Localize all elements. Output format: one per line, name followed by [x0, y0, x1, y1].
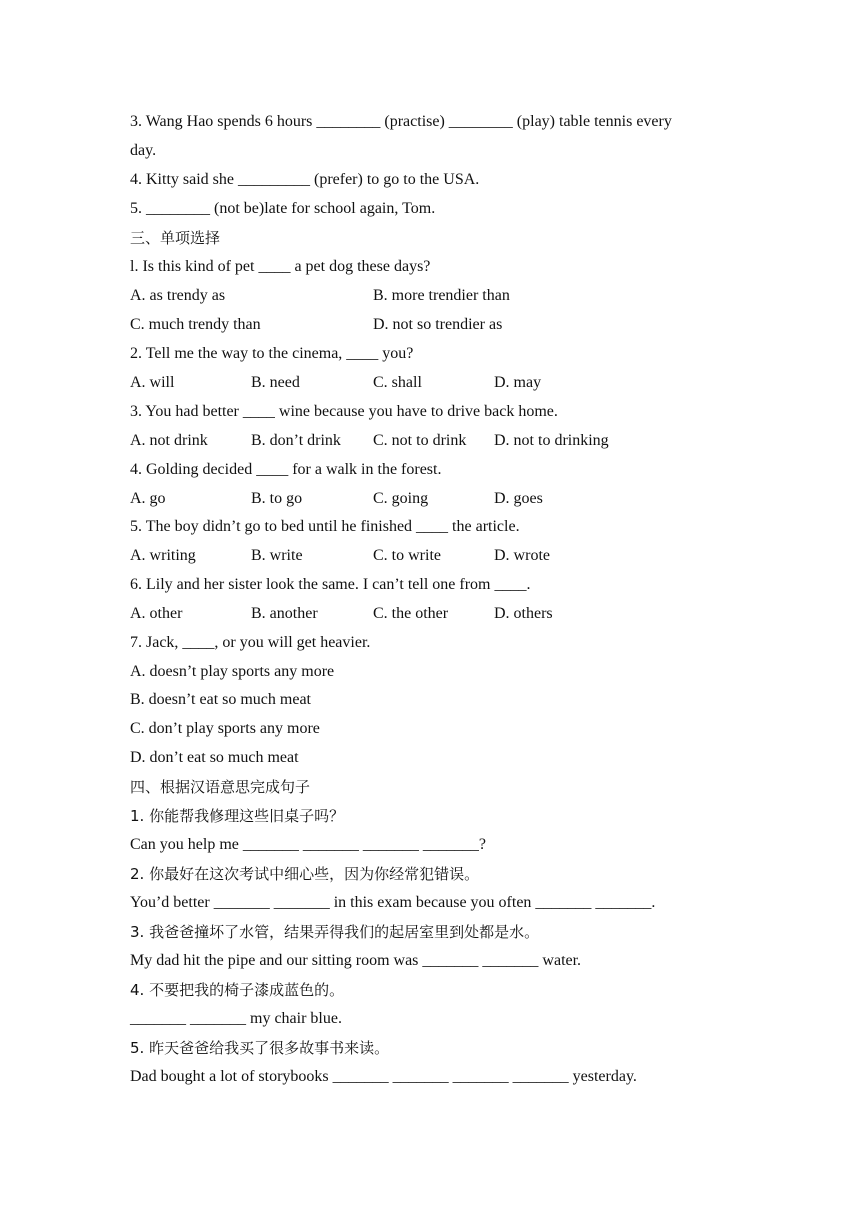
translation-answer-line: Can you help me _______ _______ _______ _______?	[130, 836, 486, 853]
option-c: C. not to drink	[373, 432, 467, 449]
translation-prompt: 4. 不要把我的椅子漆成蓝色的。	[130, 981, 345, 999]
option-c: C. the other	[373, 605, 449, 622]
question-text: 4. Kitty said she _________ (prefer) to go to the USA.	[130, 171, 480, 188]
option-c: C. shall	[373, 374, 422, 391]
option-d: D. not so trendier as	[373, 316, 503, 333]
question-stem: 3. You had better ____ wine because you have to drive back home.	[130, 403, 558, 420]
option-d: D. wrote	[494, 547, 550, 564]
option-d: D. not to drinking	[494, 432, 609, 449]
question-stem: 7. Jack, ____, or you will get heavier.	[130, 634, 371, 651]
option-a: A. will	[130, 374, 175, 391]
option-c: C. much trendy than	[130, 316, 261, 333]
translation-prompt: 1. 你能帮我修理这些旧桌子吗？	[130, 807, 345, 825]
option-b: B. another	[251, 605, 318, 622]
option-a: A. not drink	[130, 432, 208, 449]
option-c: C. to write	[373, 547, 441, 564]
translation-answer-line: My dad hit the pipe and our sitting room was _______ _______ water.	[130, 952, 582, 969]
option-d: D. don’t eat so much meat	[130, 749, 299, 766]
option-b: B. doesn’t eat so much meat	[130, 691, 311, 708]
question-stem: l. Is this kind of pet ____ a pet dog these days?	[130, 258, 431, 275]
question-text: 3. Wang Hao spends 6 hours ________ (practise) ________ (play) table tennis every	[130, 113, 672, 130]
option-a: A. doesn’t play sports any more	[130, 663, 335, 680]
translation-prompt: 5. 昨天爸爸给我买了很多故事书来读。	[130, 1039, 390, 1057]
option-c: C. going	[373, 490, 429, 507]
translation-prompt: 3. 我爸爸撞坏了水管，结果弄得我们的起居室里到处都是水。	[130, 923, 540, 941]
section-heading: 三、单项选择	[130, 229, 221, 247]
question-text: day.	[130, 142, 157, 159]
option-a: A. writing	[130, 547, 196, 564]
question-stem: 2. Tell me the way to the cinema, ____ you?	[130, 345, 414, 362]
question-stem: 4. Golding decided ____ for a walk in the forest.	[130, 461, 442, 478]
translation-prompt: 2. 你最好在这次考试中细心些，因为你经常犯错误。	[130, 865, 480, 883]
section-heading: 四、根据汉语意思完成句子	[130, 778, 311, 796]
option-d: D. others	[494, 605, 553, 622]
option-b: B. to go	[251, 490, 303, 507]
translation-answer-line: _______ _______ my chair blue.	[130, 1010, 342, 1027]
option-b: B. don’t drink	[251, 432, 341, 449]
option-c: C. don’t play sports any more	[130, 720, 320, 737]
option-a: A. other	[130, 605, 183, 622]
option-b: B. write	[251, 547, 303, 564]
question-stem: 5. The boy didn’t go to bed until he finished ____ the article.	[130, 518, 520, 535]
option-a: A. go	[130, 490, 166, 507]
option-b: B. need	[251, 374, 300, 391]
question-stem: 6. Lily and her sister look the same. I can’t tell one from ____.	[130, 576, 531, 593]
translation-answer-line: You’d better _______ _______ in this exam because you often _______ _______.	[130, 894, 656, 911]
option-d: D. goes	[494, 490, 543, 507]
option-d: D. may	[494, 374, 542, 391]
question-text: 5. ________ (not be)late for school again, Tom.	[130, 200, 436, 217]
translation-answer-line: Dad bought a lot of storybooks _______ _______ _______ _______ yesterday.	[130, 1068, 637, 1085]
option-b: B. more trendier than	[373, 287, 510, 304]
option-a: A. as trendy as	[130, 287, 226, 304]
